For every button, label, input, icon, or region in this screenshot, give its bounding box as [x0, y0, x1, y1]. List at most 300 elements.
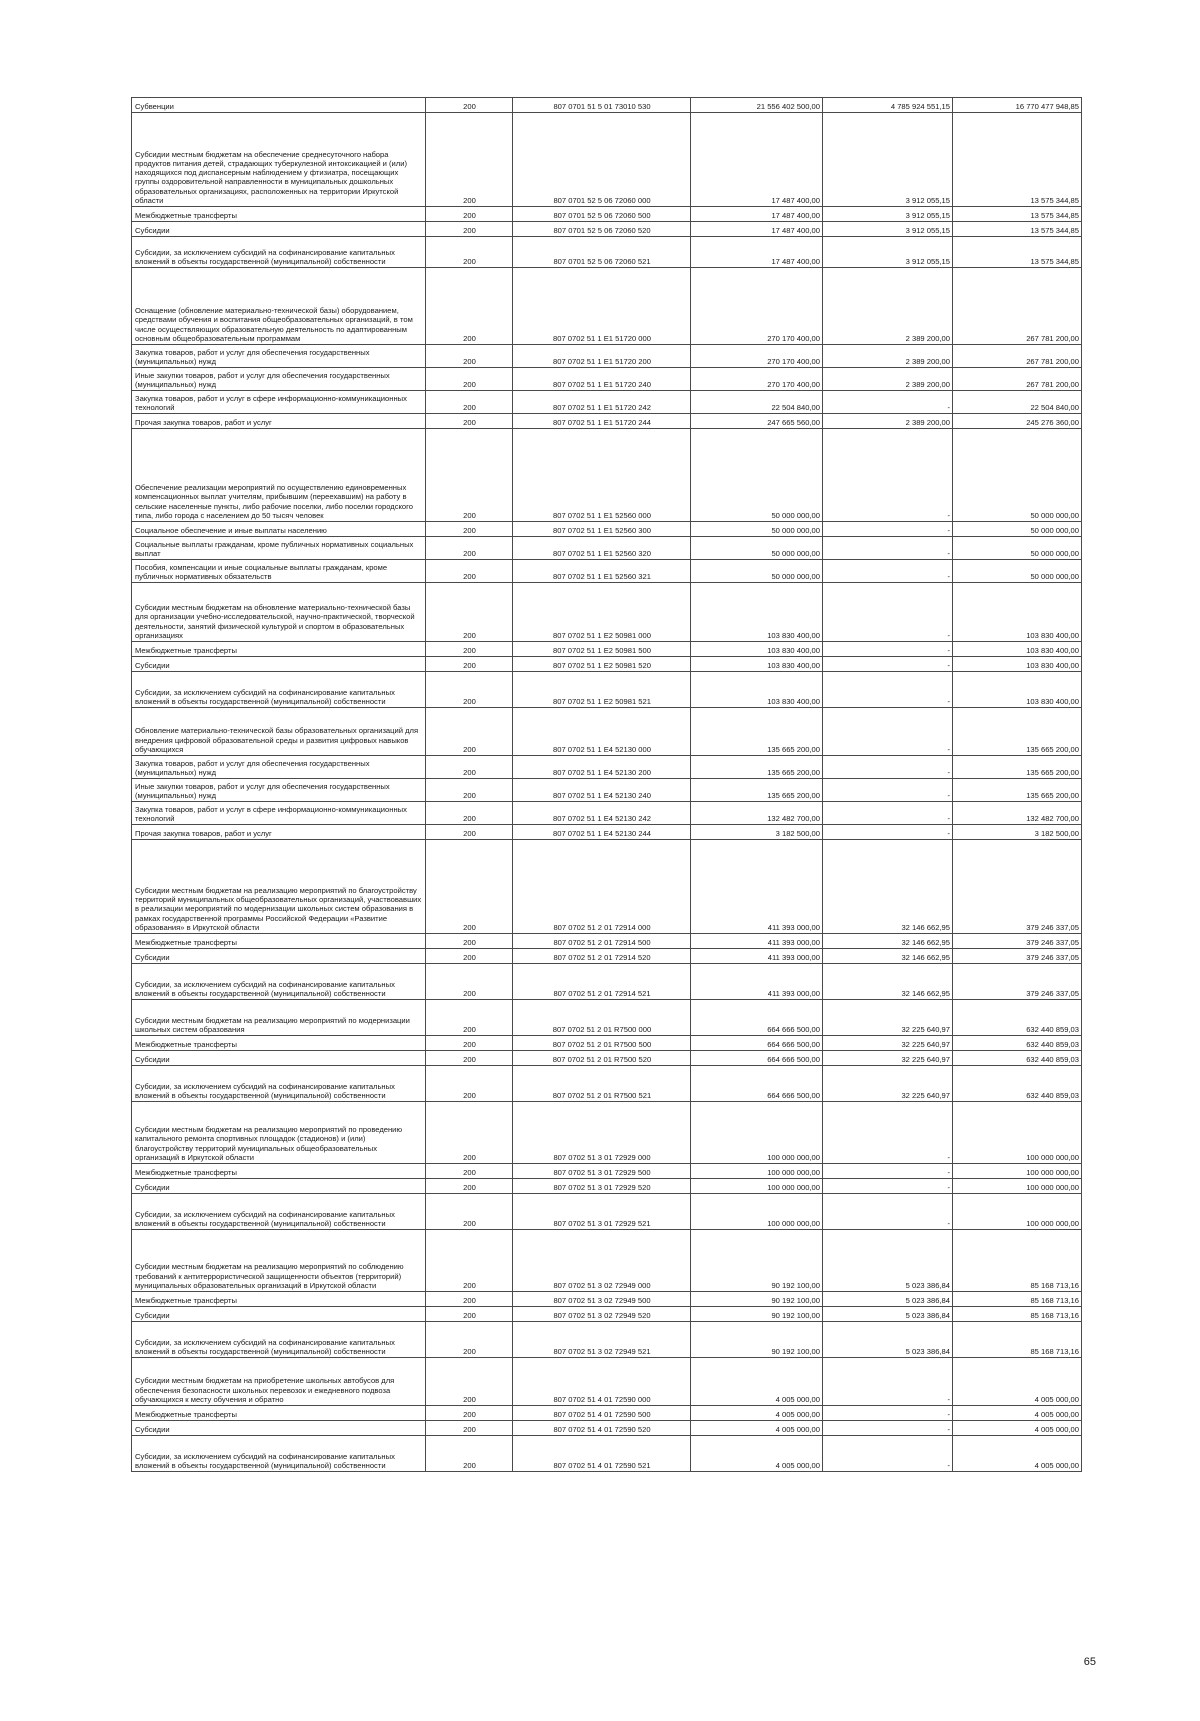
row-executed-amount: - [823, 756, 953, 779]
row-admin-code: 200 [426, 1292, 513, 1307]
table-row [132, 708, 1082, 756]
row-admin-code: 200 [426, 1230, 513, 1292]
row-admin-code: 200 [426, 1051, 513, 1066]
row-budget-code: 807 0702 51 4 01 72590 521 [513, 1436, 691, 1472]
row-remaining-amount: 267 781 200,00 [953, 368, 1082, 391]
row-remaining-amount: 379 246 337,05 [953, 949, 1082, 964]
table-row [132, 1358, 1082, 1406]
row-admin-code: 200 [426, 522, 513, 537]
row-remaining-amount: 50 000 000,00 [953, 560, 1082, 583]
row-budget-code: 807 0702 51 1 E1 51720 242 [513, 391, 691, 414]
table-row [132, 1036, 1082, 1051]
row-admin-code: 200 [426, 113, 513, 207]
row-admin-code: 200 [426, 708, 513, 756]
row-budget-code: 807 0702 51 3 01 72929 000 [513, 1102, 691, 1164]
row-admin-code: 200 [426, 1164, 513, 1179]
row-executed-amount: 2 389 200,00 [823, 414, 953, 429]
row-approved-amount: 270 170 400,00 [691, 368, 823, 391]
row-budget-code: 807 0702 51 1 E1 51720 244 [513, 414, 691, 429]
row-approved-amount: 21 556 402 500,00 [691, 98, 823, 113]
row-budget-code: 807 0702 51 3 01 72929 521 [513, 1194, 691, 1230]
row-admin-code: 200 [426, 414, 513, 429]
table-row [132, 1066, 1082, 1102]
row-budget-code: 807 0702 51 2 01 72914 520 [513, 949, 691, 964]
row-name: Субсидии местным бюджетам на обеспечение среднесуточного набора продуктов питания детей, страдающих туберкулезной интоксикацией и (или) находящихся под диспансерным наблюдением у фтизиатра, посещающих группы оздоровительной направленности в муниципальных дошкольных образовательных организациях, расположенных на территории Иркутской области [132, 113, 426, 207]
table-row [132, 779, 1082, 802]
row-admin-code: 200 [426, 642, 513, 657]
row-name: Прочая закупка товаров, работ и услуг [132, 825, 426, 840]
row-name: Закупка товаров, работ и услуг для обеспечения государственных (муниципальных) нужд [132, 756, 426, 779]
row-executed-amount: - [823, 429, 953, 522]
row-remaining-amount: 103 830 400,00 [953, 642, 1082, 657]
row-approved-amount: 100 000 000,00 [691, 1194, 823, 1230]
row-approved-amount: 411 393 000,00 [691, 840, 823, 934]
row-approved-amount: 270 170 400,00 [691, 345, 823, 368]
row-name: Субсидии местным бюджетам на реализацию мероприятий по благоустройству территорий муниципальных общеобразовательных организаций, участвовавших в реализации мероприятий по модернизации школьных систем образования в рамках государственной программы Российской Федерации «Развитие образования» в Иркутской области [132, 840, 426, 934]
budget-execution-table [131, 97, 1082, 1472]
row-approved-amount: 50 000 000,00 [691, 537, 823, 560]
row-admin-code: 200 [426, 1358, 513, 1406]
row-admin-code: 200 [426, 756, 513, 779]
row-name: Субсидии, за исключением субсидий на софинансирование капитальных вложений в объекты государственной (муниципальной) собственности [132, 1322, 426, 1358]
row-remaining-amount: 16 770 477 948,85 [953, 98, 1082, 113]
row-approved-amount: 17 487 400,00 [691, 222, 823, 237]
table-row [132, 1179, 1082, 1194]
row-remaining-amount: 100 000 000,00 [953, 1102, 1082, 1164]
row-remaining-amount: 632 440 859,03 [953, 1051, 1082, 1066]
row-name: Субсидии, за исключением субсидий на софинансирование капитальных вложений в объекты государственной (муниципальной) собственности [132, 1436, 426, 1472]
row-budget-code: 807 0702 51 1 E4 52130 242 [513, 802, 691, 825]
row-admin-code: 200 [426, 840, 513, 934]
row-remaining-amount: 245 276 360,00 [953, 414, 1082, 429]
row-name: Межбюджетные трансферты [132, 1036, 426, 1051]
row-budget-code: 807 0702 51 3 02 72949 520 [513, 1307, 691, 1322]
row-name: Субсидии местным бюджетам на обновление материально-технической базы для организации учебно-исследовательской, научно-практической, творческой деятельности, занятий физической культурой и спортом в образовательных организациях [132, 583, 426, 642]
row-budget-code: 807 0702 51 2 01 R7500 520 [513, 1051, 691, 1066]
table-row [132, 207, 1082, 222]
row-executed-amount: - [823, 708, 953, 756]
row-budget-code: 807 0701 52 5 06 72060 520 [513, 222, 691, 237]
row-budget-code: 807 0702 51 3 01 72929 520 [513, 1179, 691, 1194]
table-row [132, 222, 1082, 237]
row-remaining-amount: 632 440 859,03 [953, 1000, 1082, 1036]
row-admin-code: 200 [426, 1406, 513, 1421]
row-approved-amount: 664 666 500,00 [691, 1051, 823, 1066]
row-remaining-amount: 13 575 344,85 [953, 222, 1082, 237]
row-admin-code: 200 [426, 345, 513, 368]
row-approved-amount: 103 830 400,00 [691, 583, 823, 642]
row-approved-amount: 90 192 100,00 [691, 1307, 823, 1322]
table-row [132, 1322, 1082, 1358]
row-approved-amount: 4 005 000,00 [691, 1358, 823, 1406]
row-admin-code: 200 [426, 583, 513, 642]
row-executed-amount: 32 146 662,95 [823, 964, 953, 1000]
table-row [132, 1000, 1082, 1036]
row-executed-amount: - [823, 1358, 953, 1406]
row-budget-code: 807 0702 51 1 E4 52130 240 [513, 779, 691, 802]
row-budget-code: 807 0702 51 1 E4 52130 244 [513, 825, 691, 840]
row-executed-amount: - [823, 1102, 953, 1164]
row-remaining-amount: 379 246 337,05 [953, 840, 1082, 934]
row-remaining-amount: 632 440 859,03 [953, 1036, 1082, 1051]
row-budget-code: 807 0702 51 4 01 72590 520 [513, 1421, 691, 1436]
row-remaining-amount: 85 168 713,16 [953, 1292, 1082, 1307]
row-remaining-amount: 4 005 000,00 [953, 1421, 1082, 1436]
row-name: Субсидии, за исключением субсидий на софинансирование капитальных вложений в объекты государственной (муниципальной) собственности [132, 1066, 426, 1102]
row-executed-amount: - [823, 642, 953, 657]
row-approved-amount: 90 192 100,00 [691, 1292, 823, 1307]
row-name: Межбюджетные трансферты [132, 1164, 426, 1179]
row-approved-amount: 50 000 000,00 [691, 522, 823, 537]
row-name: Субсидии [132, 1421, 426, 1436]
table-row [132, 1421, 1082, 1436]
table-row [132, 964, 1082, 1000]
row-name: Межбюджетные трансферты [132, 1292, 426, 1307]
row-budget-code: 807 0702 51 2 01 72914 000 [513, 840, 691, 934]
row-name: Иные закупки товаров, работ и услуг для обеспечения государственных (муниципальных) нужд [132, 779, 426, 802]
row-executed-amount: 5 023 386,84 [823, 1292, 953, 1307]
row-admin-code: 200 [426, 949, 513, 964]
table-row [132, 1194, 1082, 1230]
row-executed-amount: 32 225 640,97 [823, 1051, 953, 1066]
table-row [132, 391, 1082, 414]
row-approved-amount: 411 393 000,00 [691, 964, 823, 1000]
row-executed-amount: 3 912 055,15 [823, 222, 953, 237]
row-name: Субсидии, за исключением субсидий на софинансирование капитальных вложений в объекты государственной (муниципальной) собственности [132, 1194, 426, 1230]
row-budget-code: 807 0702 51 1 E1 51720 200 [513, 345, 691, 368]
row-executed-amount: - [823, 1164, 953, 1179]
row-admin-code: 200 [426, 1322, 513, 1358]
row-name: Пособия, компенсации и иные социальные выплаты гражданам, кроме публичных нормативных обязательств [132, 560, 426, 583]
row-remaining-amount: 22 504 840,00 [953, 391, 1082, 414]
row-name: Субсидии [132, 1051, 426, 1066]
row-approved-amount: 100 000 000,00 [691, 1179, 823, 1194]
row-executed-amount: 5 023 386,84 [823, 1230, 953, 1292]
row-executed-amount: - [823, 1436, 953, 1472]
row-approved-amount: 664 666 500,00 [691, 1000, 823, 1036]
table-row [132, 840, 1082, 934]
row-executed-amount: 3 912 055,15 [823, 237, 953, 268]
row-admin-code: 200 [426, 1194, 513, 1230]
row-executed-amount: 5 023 386,84 [823, 1322, 953, 1358]
row-approved-amount: 664 666 500,00 [691, 1036, 823, 1051]
row-name: Субсидии местным бюджетам на приобретение школьных автобусов для обеспечения безопасности школьных перевозок и ежедневного подвоза обучающихся к месту обучения и обратно [132, 1358, 426, 1406]
row-admin-code: 200 [426, 802, 513, 825]
row-name: Субсидии местным бюджетам на реализацию мероприятий по модернизации школьных систем образования [132, 1000, 426, 1036]
row-executed-amount: 32 146 662,95 [823, 949, 953, 964]
row-name: Обновление материально-технической базы образовательных организаций для внедрения цифровой образовательной среды и развития цифровых навыков обучающихся [132, 708, 426, 756]
row-remaining-amount: 103 830 400,00 [953, 672, 1082, 708]
row-executed-amount: - [823, 657, 953, 672]
row-admin-code: 200 [426, 1436, 513, 1472]
row-executed-amount: 3 912 055,15 [823, 113, 953, 207]
row-budget-code: 807 0702 51 1 E1 52560 000 [513, 429, 691, 522]
row-executed-amount: - [823, 522, 953, 537]
row-approved-amount: 103 830 400,00 [691, 642, 823, 657]
row-budget-code: 807 0702 51 1 E2 50981 500 [513, 642, 691, 657]
row-approved-amount: 664 666 500,00 [691, 1066, 823, 1102]
row-remaining-amount: 4 005 000,00 [953, 1358, 1082, 1406]
row-admin-code: 200 [426, 268, 513, 345]
table-row [132, 802, 1082, 825]
row-admin-code: 200 [426, 222, 513, 237]
row-remaining-amount: 50 000 000,00 [953, 429, 1082, 522]
row-budget-code: 807 0701 52 5 06 72060 000 [513, 113, 691, 207]
table-row [132, 560, 1082, 583]
row-admin-code: 200 [426, 1102, 513, 1164]
table-row [132, 522, 1082, 537]
row-remaining-amount: 135 665 200,00 [953, 756, 1082, 779]
row-remaining-amount: 135 665 200,00 [953, 779, 1082, 802]
table-row [132, 537, 1082, 560]
row-remaining-amount: 267 781 200,00 [953, 345, 1082, 368]
row-name: Субсидии, за исключением субсидий на софинансирование капитальных вложений в объекты государственной (муниципальной) собственности [132, 237, 426, 268]
row-name: Закупка товаров, работ и услуг в сфере информационно-коммуникационных технологий [132, 802, 426, 825]
row-name: Субсидии, за исключением субсидий на софинансирование капитальных вложений в объекты государственной (муниципальной) собственности [132, 964, 426, 1000]
row-approved-amount: 17 487 400,00 [691, 237, 823, 268]
row-remaining-amount: 13 575 344,85 [953, 113, 1082, 207]
row-budget-code: 807 0702 51 1 E2 50981 521 [513, 672, 691, 708]
table-row [132, 934, 1082, 949]
row-budget-code: 807 0702 51 3 01 72929 500 [513, 1164, 691, 1179]
row-remaining-amount: 85 168 713,16 [953, 1230, 1082, 1292]
row-name: Иные закупки товаров, работ и услуг для обеспечения государственных (муниципальных) нужд [132, 368, 426, 391]
row-remaining-amount: 13 575 344,85 [953, 237, 1082, 268]
row-approved-amount: 90 192 100,00 [691, 1230, 823, 1292]
table-row [132, 414, 1082, 429]
row-name: Оснащение (обновление материально-технической базы) оборудованием, средствами обучения и воспитания общеобразовательных организаций, в том числе осуществляющих образовательную деятельность по адаптированным основным общеобразовательным программам [132, 268, 426, 345]
row-executed-amount: - [823, 391, 953, 414]
row-executed-amount: - [823, 672, 953, 708]
table-row [132, 583, 1082, 642]
row-admin-code: 200 [426, 429, 513, 522]
row-budget-code: 807 0702 51 3 02 72949 521 [513, 1322, 691, 1358]
row-budget-code: 807 0702 51 1 E2 50981 520 [513, 657, 691, 672]
row-admin-code: 200 [426, 1421, 513, 1436]
table-row [132, 113, 1082, 207]
row-name: Межбюджетные трансферты [132, 934, 426, 949]
row-admin-code: 200 [426, 964, 513, 1000]
row-approved-amount: 132 482 700,00 [691, 802, 823, 825]
row-executed-amount: - [823, 1179, 953, 1194]
table-row [132, 1406, 1082, 1421]
row-approved-amount: 411 393 000,00 [691, 949, 823, 964]
row-budget-code: 807 0702 51 4 01 72590 000 [513, 1358, 691, 1406]
table-row [132, 642, 1082, 657]
page-number: 65 [1083, 1656, 1096, 1668]
row-admin-code: 200 [426, 779, 513, 802]
row-admin-code: 200 [426, 1179, 513, 1194]
row-name: Субсидии [132, 222, 426, 237]
row-approved-amount: 4 005 000,00 [691, 1406, 823, 1421]
row-executed-amount: 2 389 200,00 [823, 345, 953, 368]
row-approved-amount: 103 830 400,00 [691, 657, 823, 672]
table-body [132, 98, 1082, 1472]
row-executed-amount: - [823, 779, 953, 802]
row-admin-code: 200 [426, 207, 513, 222]
row-remaining-amount: 3 182 500,00 [953, 825, 1082, 840]
table-row [132, 1292, 1082, 1307]
row-budget-code: 807 0702 51 2 01 72914 500 [513, 934, 691, 949]
row-approved-amount: 270 170 400,00 [691, 268, 823, 345]
row-admin-code: 200 [426, 98, 513, 113]
row-remaining-amount: 85 168 713,16 [953, 1322, 1082, 1358]
row-budget-code: 807 0702 51 1 E1 52560 321 [513, 560, 691, 583]
row-executed-amount: 2 389 200,00 [823, 268, 953, 345]
row-approved-amount: 90 192 100,00 [691, 1322, 823, 1358]
table-row [132, 1230, 1082, 1292]
row-budget-code: 807 0702 51 4 01 72590 500 [513, 1406, 691, 1421]
row-budget-code: 807 0702 51 1 E4 52130 000 [513, 708, 691, 756]
table-row [132, 237, 1082, 268]
row-name: Закупка товаров, работ и услуг в сфере информационно-коммуникационных технологий [132, 391, 426, 414]
table-row [132, 1307, 1082, 1322]
row-name: Субсидии, за исключением субсидий на софинансирование капитальных вложений в объекты государственной (муниципальной) собственности [132, 672, 426, 708]
table-row [132, 98, 1082, 113]
row-admin-code: 200 [426, 934, 513, 949]
row-admin-code: 200 [426, 391, 513, 414]
row-approved-amount: 103 830 400,00 [691, 672, 823, 708]
table-row [132, 1051, 1082, 1066]
row-budget-code: 807 0702 51 1 E4 52130 200 [513, 756, 691, 779]
row-executed-amount: - [823, 537, 953, 560]
row-remaining-amount: 13 575 344,85 [953, 207, 1082, 222]
row-budget-code: 807 0701 52 5 06 72060 500 [513, 207, 691, 222]
table-row [132, 949, 1082, 964]
row-approved-amount: 100 000 000,00 [691, 1102, 823, 1164]
row-admin-code: 200 [426, 1066, 513, 1102]
row-remaining-amount: 100 000 000,00 [953, 1164, 1082, 1179]
row-executed-amount: - [823, 825, 953, 840]
row-executed-amount: 5 023 386,84 [823, 1307, 953, 1322]
table-row [132, 1436, 1082, 1472]
row-budget-code: 807 0702 51 1 E1 52560 320 [513, 537, 691, 560]
row-approved-amount: 135 665 200,00 [691, 708, 823, 756]
row-name: Обеспечение реализации мероприятий по осуществлению единовременных компенсационных выплат учителям, прибывшим (переехавшим) на работу в сельские населенные пункты, либо рабочие поселки, либо поселки городского типа, либо города с населением до 50 тысяч человек [132, 429, 426, 522]
row-executed-amount: - [823, 1406, 953, 1421]
row-budget-code: 807 0702 51 2 01 R7500 500 [513, 1036, 691, 1051]
table-row [132, 268, 1082, 345]
row-admin-code: 200 [426, 560, 513, 583]
row-budget-code: 807 0702 51 1 E2 50981 000 [513, 583, 691, 642]
row-name: Субсидии местным бюджетам на реализацию мероприятий по соблюдению требований к антитеррористической защищенности объектов (территорий) муниципальных образовательных организаций в Иркутской области [132, 1230, 426, 1292]
row-remaining-amount: 135 665 200,00 [953, 708, 1082, 756]
table-row [132, 345, 1082, 368]
row-remaining-amount: 267 781 200,00 [953, 268, 1082, 345]
row-remaining-amount: 100 000 000,00 [953, 1179, 1082, 1194]
row-budget-code: 807 0702 51 1 E1 51720 000 [513, 268, 691, 345]
row-name: Закупка товаров, работ и услуг для обеспечения государственных (муниципальных) нужд [132, 345, 426, 368]
table-row [132, 1164, 1082, 1179]
table-row [132, 429, 1082, 522]
row-remaining-amount: 85 168 713,16 [953, 1307, 1082, 1322]
table-row [132, 1102, 1082, 1164]
row-approved-amount: 50 000 000,00 [691, 560, 823, 583]
row-executed-amount: - [823, 1421, 953, 1436]
row-budget-code: 807 0702 51 1 E1 51720 240 [513, 368, 691, 391]
row-name: Прочая закупка товаров, работ и услуг [132, 414, 426, 429]
row-name: Субсидии [132, 949, 426, 964]
row-name: Социальные выплаты гражданам, кроме публичных нормативных социальных выплат [132, 537, 426, 560]
row-approved-amount: 50 000 000,00 [691, 429, 823, 522]
row-executed-amount: 32 225 640,97 [823, 1036, 953, 1051]
row-admin-code: 200 [426, 1036, 513, 1051]
table-row [132, 672, 1082, 708]
row-approved-amount: 4 005 000,00 [691, 1436, 823, 1472]
row-remaining-amount: 132 482 700,00 [953, 802, 1082, 825]
row-admin-code: 200 [426, 657, 513, 672]
row-name: Субсидии местным бюджетам на реализацию мероприятий по проведению капитального ремонта спортивных площадок (стадионов) и (или) благоустройству территорий муниципальных общеобразовательных организаций в Иркутской области [132, 1102, 426, 1164]
row-remaining-amount: 379 246 337,05 [953, 964, 1082, 1000]
row-admin-code: 200 [426, 1307, 513, 1322]
row-budget-code: 807 0702 51 3 02 72949 500 [513, 1292, 691, 1307]
row-name: Субсидии [132, 1179, 426, 1194]
row-name: Субвенции [132, 98, 426, 113]
row-approved-amount: 135 665 200,00 [691, 756, 823, 779]
row-remaining-amount: 4 005 000,00 [953, 1406, 1082, 1421]
row-approved-amount: 17 487 400,00 [691, 113, 823, 207]
row-name: Социальное обеспечение и иные выплаты населению [132, 522, 426, 537]
row-name: Межбюджетные трансферты [132, 1406, 426, 1421]
row-budget-code: 807 0701 52 5 06 72060 521 [513, 237, 691, 268]
row-executed-amount: 3 912 055,15 [823, 207, 953, 222]
row-admin-code: 200 [426, 825, 513, 840]
table-row [132, 825, 1082, 840]
row-admin-code: 200 [426, 672, 513, 708]
row-executed-amount: - [823, 560, 953, 583]
row-budget-code: 807 0701 51 5 01 73010 530 [513, 98, 691, 113]
table-row [132, 657, 1082, 672]
row-executed-amount: 32 225 640,97 [823, 1066, 953, 1102]
row-remaining-amount: 100 000 000,00 [953, 1194, 1082, 1230]
row-admin-code: 200 [426, 368, 513, 391]
row-remaining-amount: 379 246 337,05 [953, 934, 1082, 949]
row-remaining-amount: 103 830 400,00 [953, 583, 1082, 642]
row-executed-amount: 32 225 640,97 [823, 1000, 953, 1036]
row-budget-code: 807 0702 51 1 E1 52560 300 [513, 522, 691, 537]
row-name: Межбюджетные трансферты [132, 642, 426, 657]
row-name: Субсидии [132, 1307, 426, 1322]
row-approved-amount: 135 665 200,00 [691, 779, 823, 802]
row-executed-amount: 2 389 200,00 [823, 368, 953, 391]
row-approved-amount: 100 000 000,00 [691, 1164, 823, 1179]
row-approved-amount: 3 182 500,00 [691, 825, 823, 840]
row-approved-amount: 411 393 000,00 [691, 934, 823, 949]
table-row [132, 756, 1082, 779]
row-admin-code: 200 [426, 537, 513, 560]
row-name: Субсидии [132, 657, 426, 672]
row-approved-amount: 4 005 000,00 [691, 1421, 823, 1436]
row-approved-amount: 17 487 400,00 [691, 207, 823, 222]
row-executed-amount: 32 146 662,95 [823, 934, 953, 949]
row-budget-code: 807 0702 51 2 01 R7500 521 [513, 1066, 691, 1102]
row-remaining-amount: 103 830 400,00 [953, 657, 1082, 672]
row-executed-amount: - [823, 1194, 953, 1230]
row-budget-code: 807 0702 51 2 01 72914 521 [513, 964, 691, 1000]
row-budget-code: 807 0702 51 3 02 72949 000 [513, 1230, 691, 1292]
row-executed-amount: - [823, 802, 953, 825]
row-approved-amount: 247 665 560,00 [691, 414, 823, 429]
row-remaining-amount: 50 000 000,00 [953, 522, 1082, 537]
row-executed-amount: 32 146 662,95 [823, 840, 953, 934]
row-remaining-amount: 4 005 000,00 [953, 1436, 1082, 1472]
table-row [132, 368, 1082, 391]
row-budget-code: 807 0702 51 2 01 R7500 000 [513, 1000, 691, 1036]
row-approved-amount: 22 504 840,00 [691, 391, 823, 414]
row-executed-amount: 4 785 924 551,15 [823, 98, 953, 113]
row-name: Межбюджетные трансферты [132, 207, 426, 222]
row-remaining-amount: 50 000 000,00 [953, 537, 1082, 560]
